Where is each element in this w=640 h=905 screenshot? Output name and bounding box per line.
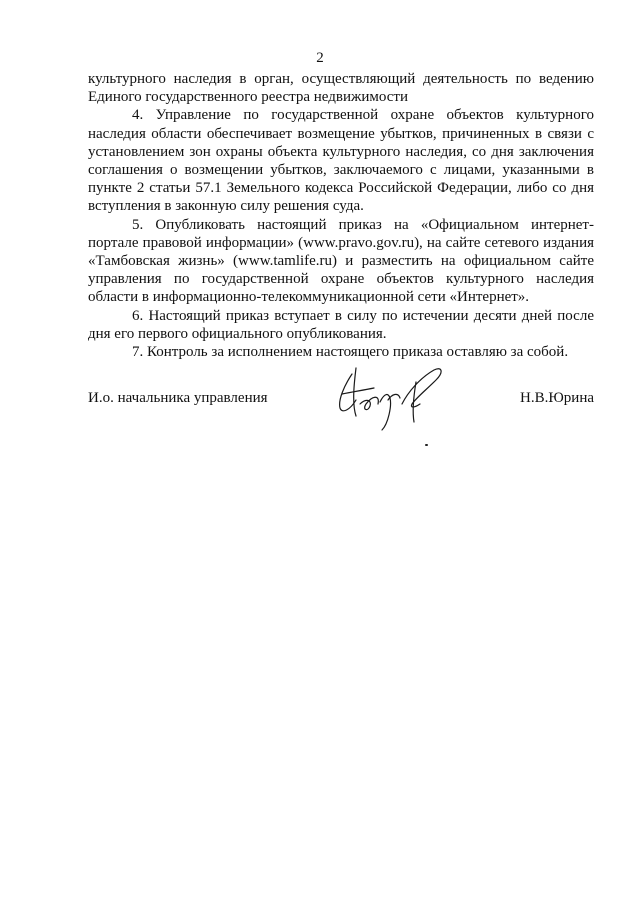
paragraph-continuation: культурного наследия в орган, осуществляющий деятельность по ведению Единого государственного реестра недвижимости <box>88 71 594 106</box>
document-body <box>88 70 594 361</box>
paragraph-item-4: 4. Управление по государственной охране объектов культурного наследия области обеспечивает возмещение убытков, причиненных в связи с установлением зон охраны объекта культурного наследия, со дня заключения соглашения о возмещении убытков, заключаемого с лицами, указанными в пункте 2 статьи 57.1 Земельного кодекса Российской Федерации, либо со дня вступления в законную силу решения суда. <box>88 107 594 215</box>
signatory-name: Н.В.Юрина <box>520 390 594 406</box>
paragraph-item-6: 6. Настоящий приказ вступает в силу по истечении десяти дней после дня его первого официального опубликования. <box>88 307 594 342</box>
paragraph-item-7: 7. Контроль за исполнением настоящего приказа оставляю за собой. <box>132 344 569 361</box>
signatory-title: И.о. начальника управления <box>88 390 268 406</box>
paragraph-item-5: 5. Опубликовать настоящий приказ на «Официальном интернет-портале правовой информации» (www.pravo.gov.ru), на сайте сетевого издания «Тамбовская жизнь» (www.tamlife.ru) и разместить на официальном сайте управления по государственной охране объектов культурного наследия области в информационно-телекоммуникационной сети «Интернет». <box>88 216 594 306</box>
scan-speck <box>425 444 428 446</box>
page-number: 2 <box>316 50 324 66</box>
handwritten-signature <box>330 364 450 434</box>
